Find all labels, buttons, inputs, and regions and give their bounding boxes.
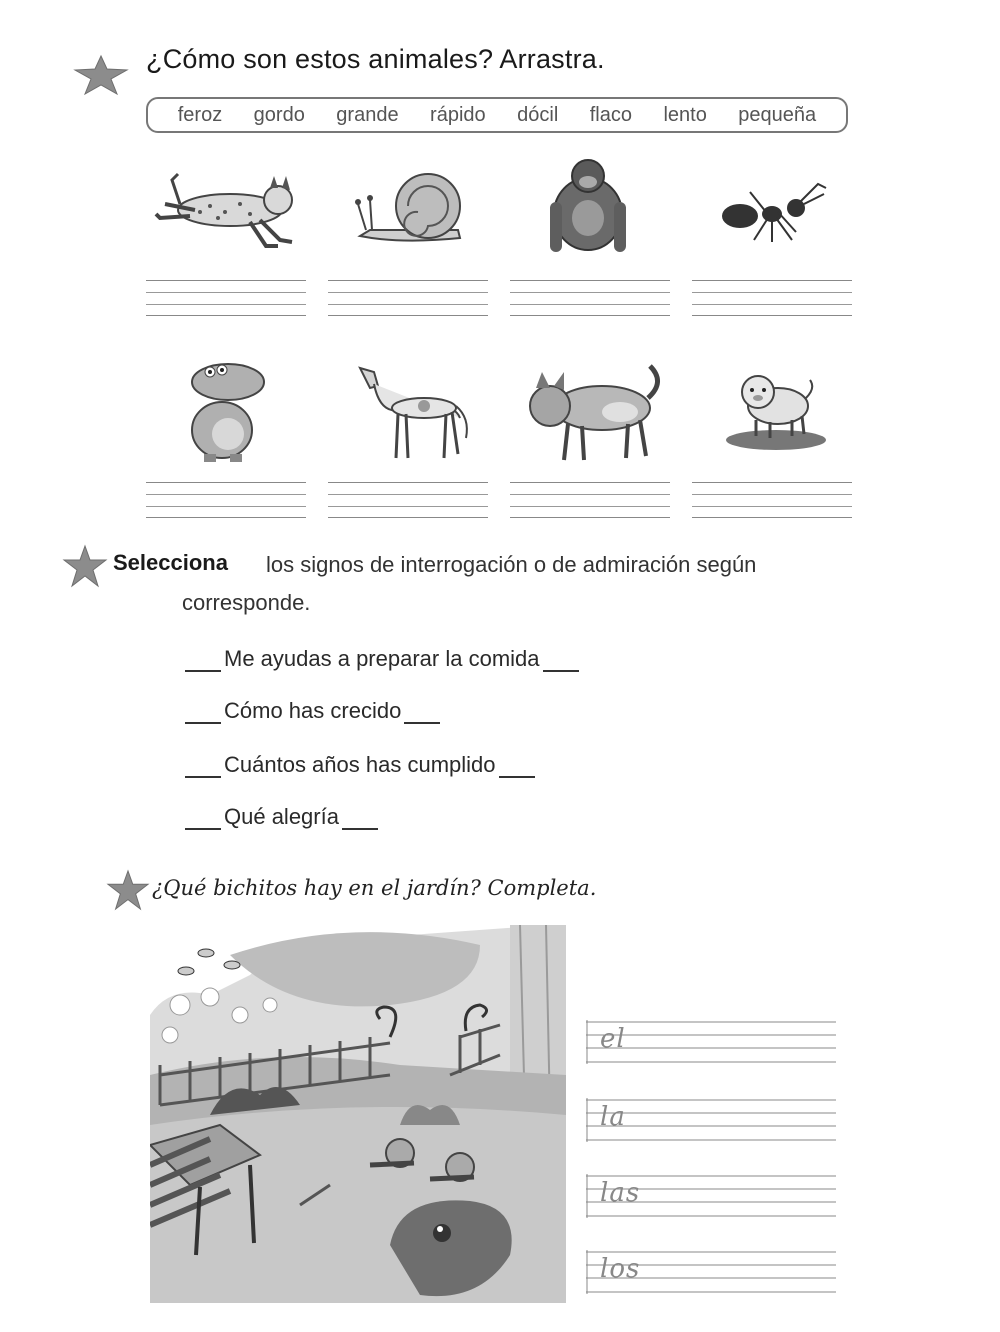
answer-field-2[interactable] xyxy=(328,280,488,316)
greyhound-image xyxy=(340,358,500,468)
word-bank xyxy=(146,97,848,133)
article-line-las[interactable] xyxy=(586,1174,836,1218)
answer-field-8[interactable] xyxy=(692,482,852,518)
article-line-la[interactable] xyxy=(586,1098,836,1142)
article-word-las: las xyxy=(600,1178,641,1208)
punctuation-select-open-1[interactable] xyxy=(185,648,221,672)
section2-title-rest: los signos de interrogación o de admiración según xyxy=(266,552,757,577)
article-word-la: la xyxy=(600,1102,626,1132)
article-line-los[interactable] xyxy=(586,1250,836,1294)
article-word-el: el xyxy=(600,1024,626,1054)
article-line-el[interactable] xyxy=(586,1020,836,1064)
word-chip-lento[interactable]: lento xyxy=(663,103,707,126)
punctuation-select-close-1[interactable] xyxy=(543,648,579,672)
answer-field-1[interactable] xyxy=(146,280,306,316)
dropzone[interactable] xyxy=(146,483,306,517)
punctuation-select-open-3[interactable] xyxy=(185,754,221,778)
star-icon xyxy=(73,54,129,96)
sentence-text-3: Cuántos años has cumplido xyxy=(224,752,496,777)
section2-title xyxy=(113,550,228,576)
dropzone[interactable] xyxy=(328,483,488,517)
word-chip-grande[interactable]: grande xyxy=(336,103,399,126)
punctuation-select-close-4[interactable] xyxy=(342,806,378,830)
section2-title-bold: Selecciona xyxy=(113,550,228,575)
section1-title: ¿Cómo son estos animales? Arrastra. xyxy=(146,44,605,74)
section2-title-line2: corresponde. xyxy=(182,590,311,615)
word-chip-rapido[interactable]: rápido xyxy=(430,103,486,126)
sentence-row-1 xyxy=(182,646,582,672)
punctuation-select-close-2[interactable] xyxy=(404,700,440,724)
sentence-row-2 xyxy=(182,698,443,724)
dropzone[interactable] xyxy=(146,281,306,315)
star-icon xyxy=(62,544,108,588)
dropzone[interactable] xyxy=(692,483,852,517)
dropzone[interactable] xyxy=(510,281,670,315)
puppy-image xyxy=(700,358,860,468)
word-chip-gordo[interactable]: gordo xyxy=(253,103,305,126)
punctuation-select-open-2[interactable] xyxy=(185,700,221,724)
answer-field-3[interactable] xyxy=(510,280,670,316)
star-icon xyxy=(106,868,150,912)
section3-title: ¿Qué bichitos hay en el jardín? Completa. xyxy=(152,876,597,900)
dropzone[interactable] xyxy=(692,281,852,315)
gorilla-image xyxy=(510,152,670,262)
word-chip-feroz[interactable]: feroz xyxy=(177,103,223,126)
ant-image xyxy=(700,160,860,270)
wolf-image xyxy=(520,358,680,468)
answer-field-6[interactable] xyxy=(328,482,488,518)
word-chip-docil[interactable]: dócil xyxy=(517,103,559,126)
punctuation-select-close-3[interactable] xyxy=(499,754,535,778)
answer-field-5[interactable] xyxy=(146,482,306,518)
answer-field-7[interactable] xyxy=(510,482,670,518)
dropzone[interactable] xyxy=(328,281,488,315)
hippo-image xyxy=(150,358,310,468)
article-word-los: los xyxy=(600,1254,641,1284)
sentence-text-4: Qué alegría xyxy=(224,804,339,829)
dropzone[interactable] xyxy=(510,483,670,517)
sentence-row-4 xyxy=(182,804,381,830)
garden-illustration xyxy=(150,925,566,1303)
lynx-image xyxy=(150,160,310,270)
sentence-text-1: Me ayudas a preparar la comida xyxy=(224,646,540,671)
word-chip-flaco[interactable]: flaco xyxy=(589,103,632,126)
sentence-text-2: Cómo has crecido xyxy=(224,698,402,723)
word-chip-pequena[interactable]: pequeña xyxy=(738,103,817,126)
punctuation-select-open-4[interactable] xyxy=(185,806,221,830)
snail-image xyxy=(340,160,500,270)
answer-field-4[interactable] xyxy=(692,280,852,316)
sentence-row-3 xyxy=(182,752,538,778)
